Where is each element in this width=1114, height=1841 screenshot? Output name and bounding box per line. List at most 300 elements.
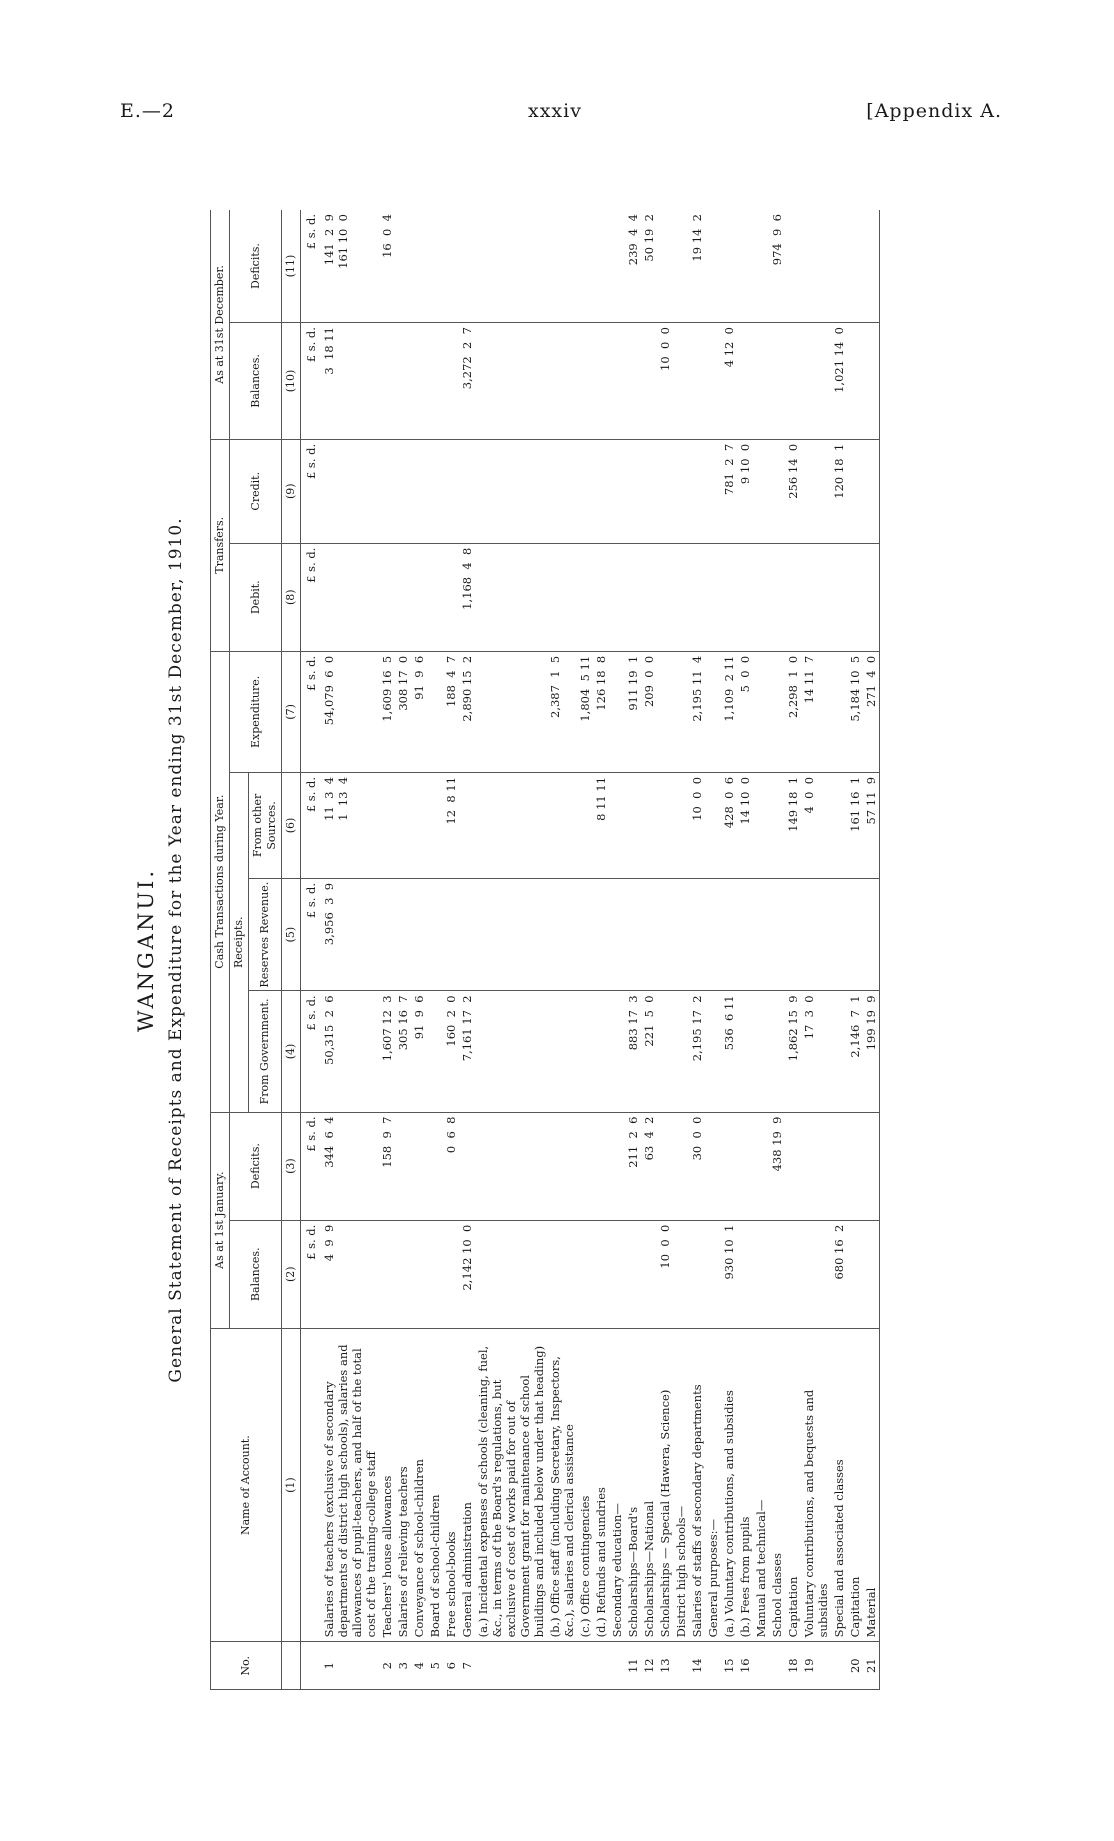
table-row	[673, 210, 689, 1690]
statement-table	[210, 210, 880, 1690]
amount-cell: 4 9 9	[321, 1220, 379, 1328]
amount-cell	[547, 1220, 577, 1328]
amount-cell	[609, 323, 625, 440]
amount-cell	[641, 543, 657, 651]
row-number	[753, 1642, 769, 1690]
amount-cell: 126 18 8	[593, 651, 609, 772]
amount-cell	[625, 323, 641, 440]
table-row	[593, 210, 609, 1690]
amount-cell: 1,021 14 0	[831, 323, 847, 440]
account-name: (d.) Refunds and sundries	[593, 1328, 609, 1642]
amount-cell	[801, 878, 831, 990]
amount-cell	[475, 772, 547, 878]
document-title: WANGANUI.	[134, 867, 158, 1033]
amount-cell	[443, 439, 459, 543]
amount-cell	[705, 772, 721, 878]
row-number: 21	[863, 1642, 880, 1690]
amount-cell	[737, 323, 753, 440]
amount-cell	[609, 878, 625, 990]
account-name: (a.) Voluntary contributions, and subsidies	[721, 1328, 737, 1642]
amount-cell: 199 19 9	[863, 991, 880, 1112]
amount-cell: 3 18 11	[321, 323, 379, 440]
account-name: Special and associated classes	[831, 1328, 847, 1642]
table-row	[657, 210, 673, 1690]
amount-cell	[577, 210, 593, 323]
amount-cell	[625, 543, 641, 651]
amount-cell	[753, 543, 769, 651]
amount-cell: 5 0 0	[737, 651, 753, 772]
amount-cell: 4 12 0	[721, 323, 737, 440]
amount-cell	[831, 651, 847, 772]
amount-cell	[459, 439, 475, 543]
header-left: E.—2	[120, 100, 175, 122]
amount-cell	[847, 1112, 863, 1220]
amount-cell	[831, 772, 847, 878]
amount-cell: 11 3 4 1 13 4	[321, 772, 379, 878]
amount-cell: 7,161 17 2	[459, 991, 475, 1112]
table-row	[459, 210, 475, 1690]
amount-cell: 1,607 12 3	[379, 991, 395, 1112]
amount-cell	[801, 543, 831, 651]
amount-cell	[395, 323, 411, 440]
amount-cell	[785, 878, 801, 990]
amount-cell: 305 16 7	[395, 991, 411, 1112]
amount-cell	[609, 991, 625, 1112]
amount-cell	[475, 210, 547, 323]
row-number: 2	[379, 1642, 395, 1690]
col-num-1: (1)	[282, 1328, 301, 1642]
col-num-7: (7)	[282, 651, 301, 772]
amount-cell	[785, 210, 801, 323]
amount-cell	[689, 1220, 705, 1328]
amount-cell	[625, 1220, 641, 1328]
group-dec: As at 31st December.	[211, 210, 230, 439]
amount-cell	[379, 323, 395, 440]
amount-cell	[673, 323, 689, 440]
account-name: (b.) Fees from pupils	[737, 1328, 753, 1642]
account-name: General purposes:—	[705, 1328, 721, 1642]
amount-cell	[577, 439, 593, 543]
account-name: Salaries of teachers (exclusive of secondary departments of district high schools), salaries and allowances of pupil-teachers, and half of the total cost of the training-college staff	[321, 1328, 379, 1642]
amount-cell	[411, 439, 427, 543]
amount-cell	[801, 1220, 831, 1328]
amount-cell	[753, 323, 769, 440]
account-name: (c.) Office contingencies	[577, 1328, 593, 1642]
amount-cell: 680 16 2	[831, 1220, 847, 1328]
group-jan: As at 1st January.	[211, 1112, 230, 1328]
amount-cell	[443, 323, 459, 440]
amount-cell	[737, 991, 753, 1112]
col-no: No.	[211, 1642, 282, 1690]
amount-cell	[721, 878, 737, 990]
col-credit: Credit.	[230, 439, 282, 543]
col-num-3: (3)	[282, 1112, 301, 1220]
amount-cell	[769, 439, 785, 543]
amount-cell	[411, 1220, 427, 1328]
amount-cell	[801, 1112, 831, 1220]
row-number	[547, 1642, 577, 1690]
amount-cell	[831, 543, 847, 651]
amount-cell	[657, 878, 673, 990]
amount-cell: 54,079 6 0	[321, 651, 379, 772]
amount-cell	[379, 543, 395, 651]
amount-cell	[577, 543, 593, 651]
col-num-2: (2)	[282, 1220, 301, 1328]
amount-cell	[459, 210, 475, 323]
account-name: Manual and technical—	[753, 1328, 769, 1642]
amount-cell	[577, 1220, 593, 1328]
amount-line: 11 3 4	[322, 776, 336, 821]
col-deficits-jan: Deficits.	[230, 1112, 282, 1220]
amount-cell: 30 0 0	[689, 1112, 705, 1220]
amount-cell: 0 6 8	[443, 1112, 459, 1220]
amount-cell: 120 18 1	[831, 439, 847, 543]
amount-cell: 211 2 6	[625, 1112, 641, 1220]
amount-cell	[475, 1112, 547, 1220]
amount-cell	[427, 651, 443, 772]
amount-cell	[657, 1112, 673, 1220]
amount-cell: 239 4 4	[625, 210, 641, 323]
amount-cell	[395, 772, 411, 878]
amount-cell	[753, 878, 769, 990]
amount-cell: 8 11 11	[593, 772, 609, 878]
account-name: Salaries of staffs of secondary departments	[689, 1328, 705, 1642]
table-row	[427, 210, 443, 1690]
amount-cell	[475, 991, 547, 1112]
table-row	[475, 210, 547, 1690]
amount-cell	[753, 772, 769, 878]
amount-cell	[705, 651, 721, 772]
amount-cell: 1,862 15 9	[785, 991, 801, 1112]
amount-cell: 149 18 1	[785, 772, 801, 878]
amount-cell	[705, 878, 721, 990]
amount-cell	[673, 1112, 689, 1220]
table-row	[737, 210, 753, 1690]
amount-cell	[863, 439, 880, 543]
amount-cell: 4 0 0	[801, 772, 831, 878]
amount-cell	[427, 439, 443, 543]
amount-cell: 9 10 0	[737, 439, 753, 543]
table-row	[411, 210, 427, 1690]
amount-cell	[657, 439, 673, 543]
row-number: 19	[801, 1642, 831, 1690]
amount-cell: 3,272 2 7	[459, 323, 475, 440]
amount-cell: 19 14 2	[689, 210, 705, 323]
amount-cell	[427, 210, 443, 323]
amount-cell	[847, 543, 863, 651]
row-number: 5	[427, 1642, 443, 1690]
amount-cell	[547, 543, 577, 651]
amount-cell	[737, 1220, 753, 1328]
amount-cell	[459, 1112, 475, 1220]
table-row	[609, 210, 625, 1690]
amount-cell: 10 0 0	[657, 1220, 673, 1328]
amount-cell: 2,387 1 5	[547, 651, 577, 772]
amount-cell	[427, 323, 443, 440]
col-from-government: From Government.	[249, 991, 282, 1112]
table-row	[705, 210, 721, 1690]
amount-cell	[705, 210, 721, 323]
amount-cell	[577, 991, 593, 1112]
amount-cell: 221 5 0	[641, 991, 657, 1112]
table-row	[443, 210, 459, 1690]
amount-cell: 974 9 6	[769, 210, 785, 323]
amount-cell	[641, 1220, 657, 1328]
document-subtitle: General Statement of Receipts and Expenditure for the Year ending 31st December, 1910.	[166, 517, 186, 1383]
amount-cell	[689, 323, 705, 440]
amount-cell	[721, 210, 737, 323]
amount-cell	[547, 210, 577, 323]
row-number: 14	[689, 1642, 705, 1690]
amount-cell	[769, 543, 785, 651]
amount-cell	[689, 543, 705, 651]
col-num-5: (5)	[282, 878, 301, 990]
table-row	[801, 210, 831, 1690]
amount-cell	[547, 1112, 577, 1220]
account-name: Free school-books	[443, 1328, 459, 1642]
page-number: xxxiv	[528, 100, 582, 122]
amount-cell	[641, 772, 657, 878]
col-num-10: (10)	[282, 323, 301, 440]
amount-cell: 271 4 0	[863, 651, 880, 772]
amount-cell: 161 16 1	[847, 772, 863, 878]
amount-cell	[847, 1220, 863, 1328]
row-number: 11	[625, 1642, 641, 1690]
amount-cell	[705, 991, 721, 1112]
amount-cell	[395, 439, 411, 543]
amount-cell	[705, 323, 721, 440]
amount-cell	[379, 1220, 395, 1328]
amount-cell: 14 10 0	[737, 772, 753, 878]
amount-cell	[459, 772, 475, 878]
amount-cell	[831, 1112, 847, 1220]
amount-cell	[769, 651, 785, 772]
amount-cell	[577, 323, 593, 440]
amount-cell: 63 4 2	[641, 1112, 657, 1220]
account-name: (a.) Incidental expenses of schools (cleaning, fuel, &c., in terms of the Board's regulations, but exclusive of cost of works paid for out of Government grant for maintenance of school buildings and included below under that heading)	[475, 1328, 547, 1642]
amount-cell: 536 6 11	[721, 991, 737, 1112]
account-name: Capitation	[847, 1328, 863, 1642]
account-name: Capitation	[785, 1328, 801, 1642]
row-number	[673, 1642, 689, 1690]
amount-cell: 1,609 16 5	[379, 651, 395, 772]
row-number: 13	[657, 1642, 673, 1690]
amount-cell	[769, 878, 785, 990]
amount-cell	[657, 543, 673, 651]
amount-cell	[753, 651, 769, 772]
amount-cell	[577, 878, 593, 990]
amount-cell	[801, 323, 831, 440]
amount-cell	[593, 439, 609, 543]
units-row: £ s. d. £ s. d. £ s. d. £ s. d. £ s. d. £ s. d. £ s. d. £ s. d. £ s. d. £ s. d.	[301, 210, 322, 1690]
amount-cell: 428 0 6	[721, 772, 737, 878]
group-cash: Cash Transactions during Year.	[211, 651, 230, 1112]
amount-cell	[737, 210, 753, 323]
amount-cell	[737, 543, 753, 651]
amount-cell	[801, 439, 831, 543]
account-name: Material	[863, 1328, 880, 1642]
row-number: 6	[443, 1642, 459, 1690]
amount-cell	[689, 878, 705, 990]
amount-cell	[321, 878, 379, 990]
rotated-statement	[122, 210, 1002, 1690]
amount-cell	[427, 878, 443, 990]
col-balances-dec: Balances.	[230, 323, 282, 440]
amount-cell	[427, 1220, 443, 1328]
col-expenditure: Expenditure.	[230, 651, 282, 772]
amount-cell	[785, 323, 801, 440]
amount-cell	[769, 1220, 785, 1328]
amount-cell	[475, 439, 547, 543]
account-name: General administration	[459, 1328, 475, 1642]
row-number: 12	[641, 1642, 657, 1690]
amount-cell	[831, 878, 847, 990]
amount-cell: 17 3 0	[801, 991, 831, 1112]
col-deficits-dec: Deficits.	[230, 210, 282, 323]
amount-cell	[609, 543, 625, 651]
amount-cell	[705, 439, 721, 543]
amount-cell	[863, 543, 880, 651]
amount-cell	[609, 1112, 625, 1220]
amount-cell: 12 8 11	[443, 772, 459, 878]
amount-cell	[831, 991, 847, 1112]
col-num-11: (11)	[282, 210, 301, 323]
amount-cell	[673, 543, 689, 651]
amount-cell	[475, 323, 547, 440]
amount-cell: 188 4 7	[443, 651, 459, 772]
amount-cell	[321, 439, 379, 543]
amount-cell	[641, 878, 657, 990]
amount-cell	[577, 1112, 593, 1220]
table-row	[625, 210, 641, 1690]
amount-cell: 911 19 1	[625, 651, 641, 772]
amount-cell	[785, 1112, 801, 1220]
amount-cell	[847, 878, 863, 990]
amount-cell	[847, 439, 863, 543]
amount-cell	[379, 772, 395, 878]
amount-cell: 308 17 0	[395, 651, 411, 772]
header-right: [Appendix A.	[866, 100, 1002, 122]
amount-cell: 781 2 7	[721, 439, 737, 543]
table-row	[863, 210, 880, 1690]
amount-cell: 438 19 9	[769, 1112, 785, 1220]
amount-cell	[427, 543, 443, 651]
amount-cell	[753, 439, 769, 543]
amount-cell	[753, 991, 769, 1112]
amount-cell: 2,195 17 2	[689, 991, 705, 1112]
amount-cell	[769, 991, 785, 1112]
amount-cell	[721, 1112, 737, 1220]
account-name: School classes	[769, 1328, 785, 1642]
row-number: 1	[321, 1642, 379, 1690]
amount-cell	[547, 772, 577, 878]
amount-cell: 91 9 6	[411, 991, 427, 1112]
table-row	[321, 210, 379, 1690]
amount-cell	[379, 439, 395, 543]
amount-cell: 2,142 10 0	[459, 1220, 475, 1328]
amount-cell	[737, 878, 753, 990]
amount-cell	[459, 878, 475, 990]
amount-cell	[475, 878, 547, 990]
amount-cell	[395, 210, 411, 323]
amount-cell	[411, 210, 427, 323]
amount-cell	[593, 878, 609, 990]
amount-cell	[609, 210, 625, 323]
amount-cell: 14 11 7	[801, 651, 831, 772]
table-row	[689, 210, 705, 1690]
amount-cell: 1,109 2 11	[721, 651, 737, 772]
amount-cell	[769, 323, 785, 440]
amount-cell	[705, 543, 721, 651]
amount-cell: 91 9 6	[411, 651, 427, 772]
amount-line: 344 6 4	[322, 1116, 336, 1168]
account-name: Voluntary contributions, and bequests and subsidies	[801, 1328, 831, 1642]
account-name: Scholarships—Board's	[625, 1328, 641, 1642]
table-row	[641, 210, 657, 1690]
amount-cell	[577, 772, 593, 878]
amount-cell: 209 0 0	[641, 651, 657, 772]
amount-cell: 2,890 15 2	[459, 651, 475, 772]
amount-cell: 141 2 9 161 10 0	[321, 210, 379, 323]
account-name: Teachers' house allowances	[379, 1328, 395, 1642]
amount-cell: 160 2 0	[443, 991, 459, 1112]
amount-cell	[641, 323, 657, 440]
amount-cell	[753, 210, 769, 323]
row-number: 16	[737, 1642, 753, 1690]
amount-cell: 1,804 5 11	[577, 651, 593, 772]
amount-cell	[593, 1220, 609, 1328]
amount-cell	[443, 543, 459, 651]
amount-cell	[547, 991, 577, 1112]
amount-cell: 158 9 7	[379, 1112, 395, 1220]
amount-cell	[863, 210, 880, 323]
table-row	[847, 210, 863, 1690]
amount-cell: 50 19 2	[641, 210, 657, 323]
col-other-sources: From other Sources.	[249, 772, 282, 878]
amount-cell	[609, 1220, 625, 1328]
row-number	[593, 1642, 609, 1690]
amount-cell	[593, 1112, 609, 1220]
account-name: Conveyance of school-children	[411, 1328, 427, 1642]
amount-cell	[593, 323, 609, 440]
amount-cell	[395, 878, 411, 990]
amount-cell	[785, 543, 801, 651]
amount-cell	[443, 878, 459, 990]
row-number: 7	[459, 1642, 475, 1690]
amount-cell	[395, 1220, 411, 1328]
amount-cell	[625, 772, 641, 878]
col-num-9: (9)	[282, 439, 301, 543]
amount-cell	[737, 1112, 753, 1220]
account-name: Salaries of relieving teachers	[395, 1328, 411, 1642]
amount-cell: 2,298 1 0	[785, 651, 801, 772]
amount-cell: 930 10 1	[721, 1220, 737, 1328]
table-row	[395, 210, 411, 1690]
amount-cell	[475, 1220, 547, 1328]
amount-cell	[609, 772, 625, 878]
amount-cell	[625, 439, 641, 543]
amount-cell	[657, 772, 673, 878]
amount-cell	[593, 991, 609, 1112]
amount-cell	[443, 1220, 459, 1328]
row-number: 3	[395, 1642, 411, 1690]
amount-cell	[321, 543, 379, 651]
amount-cell	[411, 323, 427, 440]
account-name: Board of school-children	[427, 1328, 443, 1642]
amount-cell: 2,146 7 1	[847, 991, 863, 1112]
row-number	[577, 1642, 593, 1690]
amount-cell: 883 17 3	[625, 991, 641, 1112]
